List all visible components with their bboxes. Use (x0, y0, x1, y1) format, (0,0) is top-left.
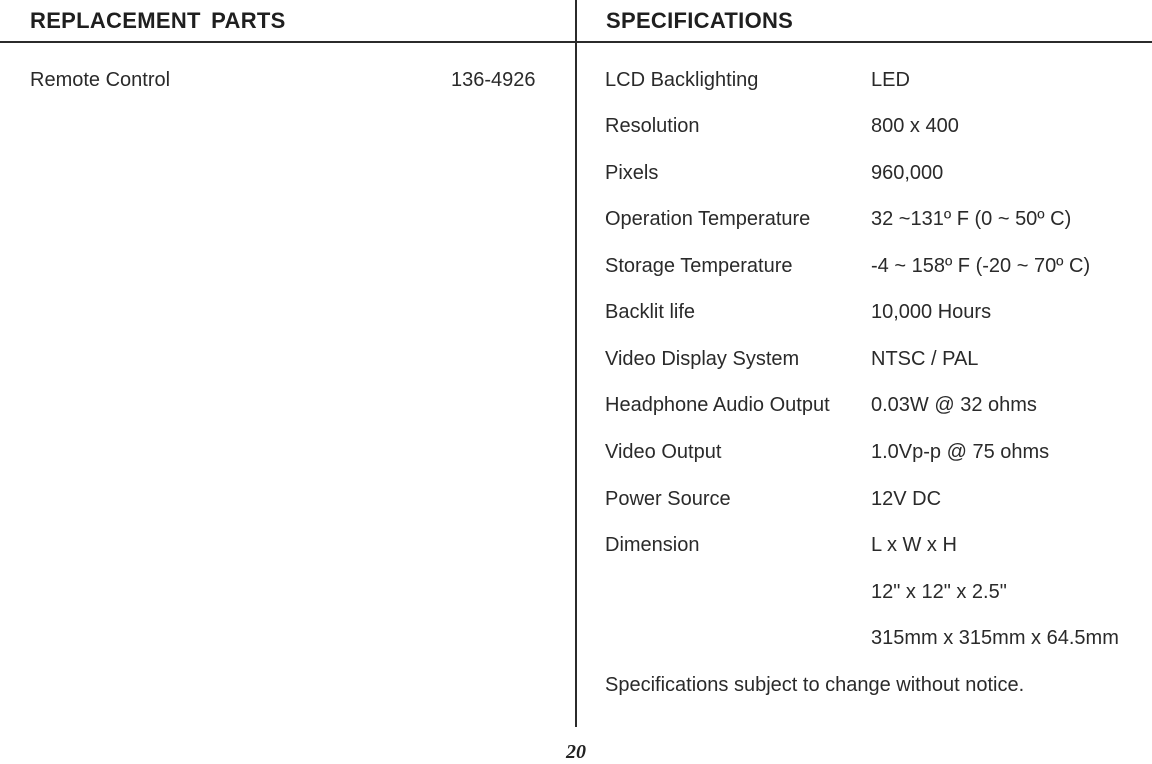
part-name: Remote Control (30, 69, 171, 91)
spec-label: Resolution (605, 115, 700, 137)
spec-value: 960,000 (871, 162, 944, 184)
page-number: 20 (566, 741, 586, 763)
spec-label: Operation Temperature (605, 208, 811, 230)
replacement-parts-heading: REPLACEMENT PARTS (30, 8, 286, 33)
spec-label: Power Source (605, 488, 731, 510)
spec-value: 12V DC (871, 488, 942, 510)
spec-value: 32 ~131º F (0 ~ 50º C) (871, 208, 1072, 230)
specifications-heading: SPECIFICATIONS (606, 8, 794, 33)
spec-value: -4 ~ 158º F (-20 ~ 70º C) (871, 255, 1091, 277)
spec-label: Headphone Audio Output (605, 394, 830, 416)
spec-value: 800 x 400 (871, 115, 959, 137)
spec-label: Dimension (605, 534, 700, 556)
spec-value: 12" x 12" x 2.5" (871, 581, 1007, 603)
spec-value: L x W x H (871, 534, 957, 556)
spec-value: LED (871, 69, 910, 91)
spec-value: 315mm x 315mm x 64.5mm (871, 627, 1119, 649)
spec-label: Video Display System (605, 348, 800, 370)
spec-label: Storage Temperature (605, 255, 793, 277)
specifications-note: Specifications subject to change without notice. (605, 674, 1025, 696)
column-divider (575, 0, 577, 727)
spec-value: 10,000 Hours (871, 301, 992, 323)
spec-value: NTSC / PAL (871, 348, 979, 370)
spec-value: 1.0Vp-p @ 75 ohms (871, 441, 1050, 463)
spec-label: Backlit life (605, 301, 696, 323)
spec-label: Pixels (605, 162, 659, 184)
spec-value: 0.03W @ 32 ohms (871, 394, 1037, 416)
spec-label: Video Output (605, 441, 722, 463)
spec-label: LCD Backlighting (605, 69, 759, 91)
part-number: 136-4926 (451, 69, 536, 91)
